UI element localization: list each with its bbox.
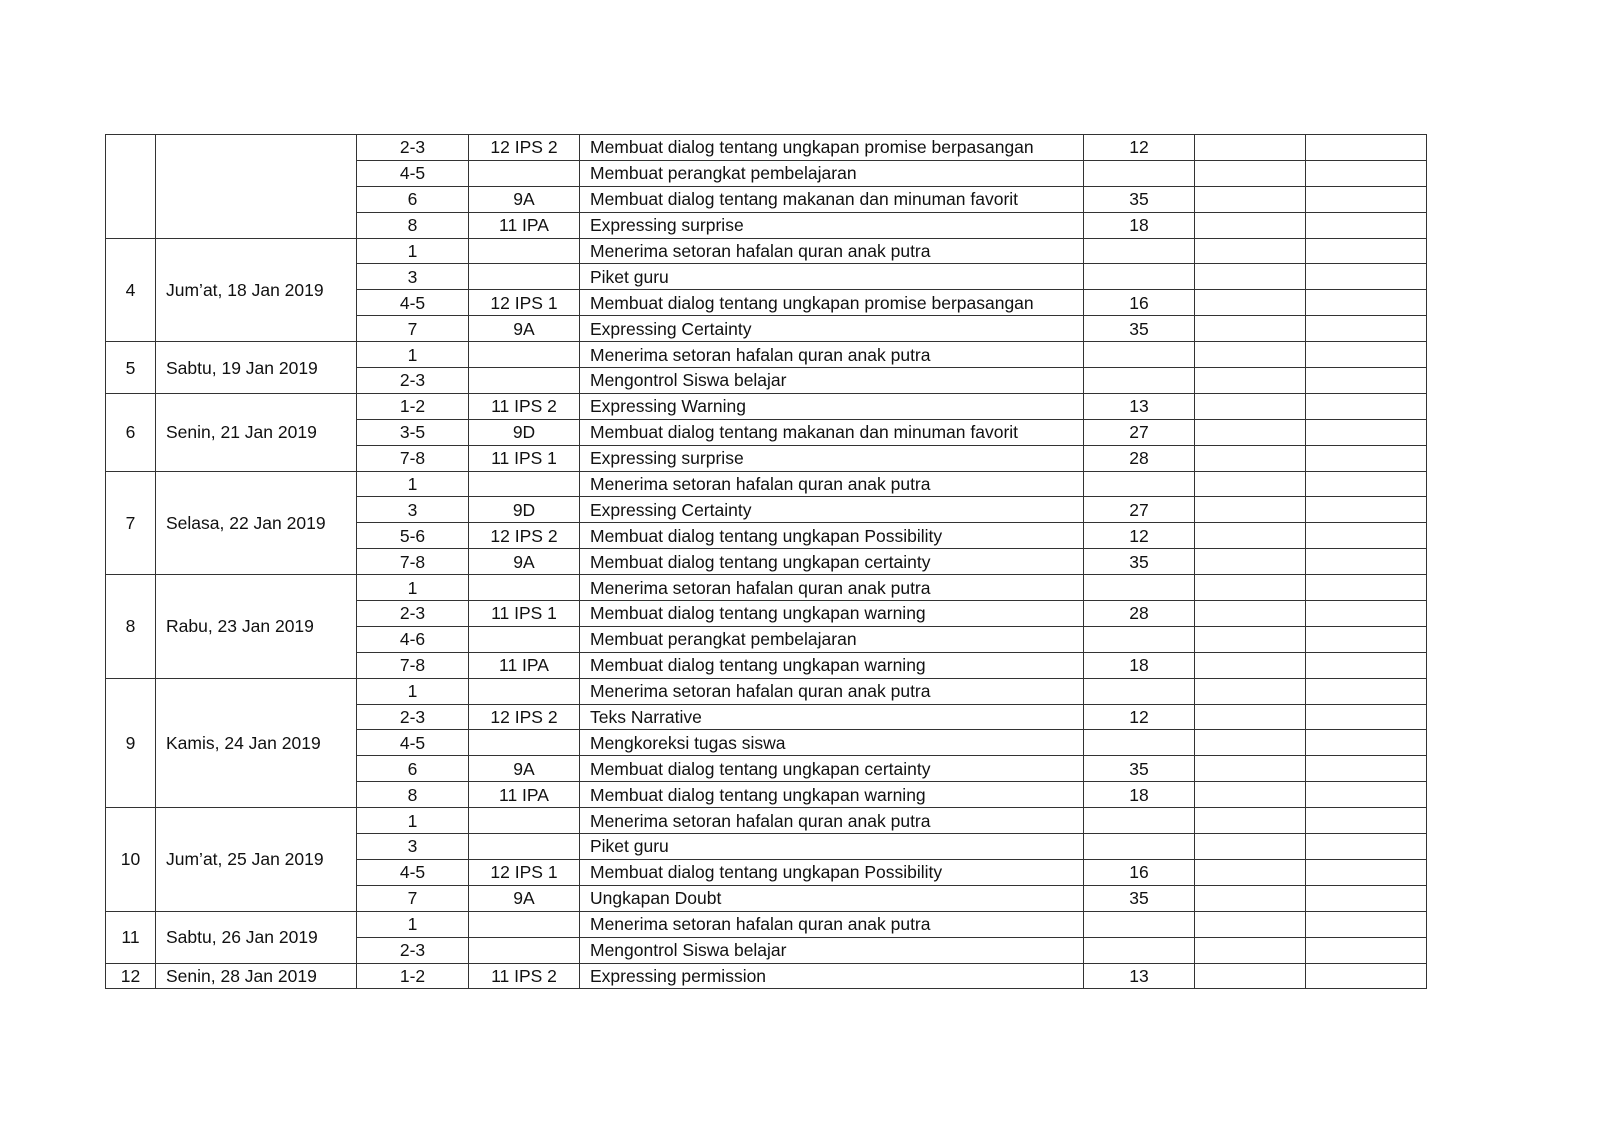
activity-cell: Expressing surprise xyxy=(580,212,1084,238)
empty-cell xyxy=(1195,601,1306,627)
date-cell: Jum’at, 18 Jan 2019 xyxy=(156,238,357,342)
activity-cell: Membuat dialog tentang ungkapan certainty xyxy=(580,756,1084,782)
count-cell: 27 xyxy=(1084,419,1195,445)
empty-cell xyxy=(1306,316,1427,342)
class-cell: 9D xyxy=(469,419,580,445)
table-row xyxy=(106,678,1427,704)
count-cell: 28 xyxy=(1084,601,1195,627)
count-cell: 18 xyxy=(1084,652,1195,678)
class-cell xyxy=(469,911,580,937)
class-cell xyxy=(469,471,580,497)
class-cell xyxy=(469,937,580,963)
date-cell: Selasa, 22 Jan 2019 xyxy=(156,471,357,575)
activity-cell: Menerima setoran hafalan quran anak putra xyxy=(580,342,1084,368)
count-cell xyxy=(1084,911,1195,937)
activity-cell: Expressing permission xyxy=(580,963,1084,989)
empty-cell xyxy=(1195,290,1306,316)
period-cell: 3 xyxy=(357,834,469,860)
period-cell: 6 xyxy=(357,756,469,782)
activity-cell: Membuat dialog tentang ungkapan promise berpasangan xyxy=(580,135,1084,161)
number-cell: 12 xyxy=(106,963,156,989)
empty-cell xyxy=(1306,834,1427,860)
period-cell: 7 xyxy=(357,885,469,911)
number-cell: 5 xyxy=(106,342,156,394)
count-cell xyxy=(1084,471,1195,497)
empty-cell xyxy=(1195,937,1306,963)
empty-cell xyxy=(1195,834,1306,860)
period-cell: 7 xyxy=(357,316,469,342)
empty-cell xyxy=(1195,160,1306,186)
table-row xyxy=(106,135,1427,161)
number-cell: 4 xyxy=(106,238,156,342)
empty-cell xyxy=(1306,445,1427,471)
count-cell xyxy=(1084,575,1195,601)
empty-cell xyxy=(1306,626,1427,652)
class-cell: 11 IPS 2 xyxy=(469,393,580,419)
period-cell: 2-3 xyxy=(357,135,469,161)
count-cell: 13 xyxy=(1084,393,1195,419)
class-cell xyxy=(469,575,580,601)
class-cell xyxy=(469,160,580,186)
empty-cell xyxy=(1306,290,1427,316)
activity-cell: Expressing Certainty xyxy=(580,316,1084,342)
count-cell: 35 xyxy=(1084,316,1195,342)
empty-cell xyxy=(1306,678,1427,704)
class-cell: 11 IPS 1 xyxy=(469,601,580,627)
empty-cell xyxy=(1306,782,1427,808)
empty-cell xyxy=(1195,238,1306,264)
number-cell: 10 xyxy=(106,808,156,912)
empty-cell xyxy=(1306,963,1427,989)
count-cell: 35 xyxy=(1084,186,1195,212)
activity-cell: Mengontrol Siswa belajar xyxy=(580,368,1084,394)
empty-cell xyxy=(1306,652,1427,678)
class-cell xyxy=(469,808,580,834)
activity-cell: Expressing Certainty xyxy=(580,497,1084,523)
count-cell xyxy=(1084,264,1195,290)
period-cell: 3-5 xyxy=(357,419,469,445)
empty-cell xyxy=(1306,212,1427,238)
date-cell xyxy=(156,135,357,239)
period-cell: 7-8 xyxy=(357,549,469,575)
count-cell xyxy=(1084,626,1195,652)
activity-cell: Menerima setoran hafalan quran anak putra xyxy=(580,575,1084,601)
empty-cell xyxy=(1306,523,1427,549)
empty-cell xyxy=(1306,419,1427,445)
period-cell: 1-2 xyxy=(357,963,469,989)
count-cell: 16 xyxy=(1084,859,1195,885)
count-cell: 12 xyxy=(1084,135,1195,161)
count-cell xyxy=(1084,937,1195,963)
date-cell: Sabtu, 19 Jan 2019 xyxy=(156,342,357,394)
count-cell: 35 xyxy=(1084,756,1195,782)
activity-cell: Membuat dialog tentang makanan dan minuman favorit xyxy=(580,186,1084,212)
period-cell: 4-6 xyxy=(357,626,469,652)
date-cell: Senin, 21 Jan 2019 xyxy=(156,393,357,471)
period-cell: 1 xyxy=(357,238,469,264)
class-cell: 11 IPS 1 xyxy=(469,445,580,471)
activity-cell: Membuat dialog tentang ungkapan Possibility xyxy=(580,523,1084,549)
period-cell: 1 xyxy=(357,342,469,368)
empty-cell xyxy=(1195,678,1306,704)
count-cell xyxy=(1084,730,1195,756)
count-cell xyxy=(1084,808,1195,834)
empty-cell xyxy=(1306,756,1427,782)
activity-cell: Membuat dialog tentang ungkapan certainty xyxy=(580,549,1084,575)
activity-table xyxy=(105,134,1427,989)
number-cell: 6 xyxy=(106,393,156,471)
empty-cell xyxy=(1195,212,1306,238)
empty-cell xyxy=(1195,264,1306,290)
empty-cell xyxy=(1306,264,1427,290)
empty-cell xyxy=(1306,186,1427,212)
activity-cell: Menerima setoran hafalan quran anak putra xyxy=(580,678,1084,704)
count-cell: 35 xyxy=(1084,885,1195,911)
empty-cell xyxy=(1195,135,1306,161)
class-cell xyxy=(469,730,580,756)
class-cell xyxy=(469,264,580,290)
period-cell: 2-3 xyxy=(357,368,469,394)
empty-cell xyxy=(1195,497,1306,523)
period-cell: 4-5 xyxy=(357,160,469,186)
empty-cell xyxy=(1195,575,1306,601)
period-cell: 5-6 xyxy=(357,523,469,549)
activity-cell: Membuat perangkat pembelajaran xyxy=(580,160,1084,186)
empty-cell xyxy=(1195,316,1306,342)
activity-cell: Ungkapan Doubt xyxy=(580,885,1084,911)
period-cell: 8 xyxy=(357,782,469,808)
empty-cell xyxy=(1195,782,1306,808)
empty-cell xyxy=(1306,911,1427,937)
date-cell: Kamis, 24 Jan 2019 xyxy=(156,678,357,807)
period-cell: 7-8 xyxy=(357,445,469,471)
count-cell: 28 xyxy=(1084,445,1195,471)
period-cell: 3 xyxy=(357,264,469,290)
number-cell xyxy=(106,135,156,239)
period-cell: 4-5 xyxy=(357,290,469,316)
table-row xyxy=(106,238,1427,264)
activity-cell: Piket guru xyxy=(580,264,1084,290)
empty-cell xyxy=(1306,601,1427,627)
count-cell: 18 xyxy=(1084,782,1195,808)
count-cell xyxy=(1084,342,1195,368)
activity-cell: Menerima setoran hafalan quran anak putra xyxy=(580,911,1084,937)
class-cell xyxy=(469,238,580,264)
empty-cell xyxy=(1306,808,1427,834)
period-cell: 1 xyxy=(357,471,469,497)
activity-cell: Mengkoreksi tugas siswa xyxy=(580,730,1084,756)
period-cell: 2-3 xyxy=(357,704,469,730)
empty-cell xyxy=(1306,575,1427,601)
table-row xyxy=(106,393,1427,419)
empty-cell xyxy=(1306,885,1427,911)
class-cell: 9A xyxy=(469,186,580,212)
period-cell: 4-5 xyxy=(357,730,469,756)
table-row xyxy=(106,342,1427,368)
activity-cell: Membuat dialog tentang makanan dan minuman favorit xyxy=(580,419,1084,445)
class-cell xyxy=(469,342,580,368)
count-cell: 35 xyxy=(1084,549,1195,575)
activity-cell: Membuat dialog tentang ungkapan warning xyxy=(580,782,1084,808)
table-row xyxy=(106,575,1427,601)
class-cell: 11 IPA xyxy=(469,652,580,678)
class-cell: 9A xyxy=(469,756,580,782)
number-cell: 7 xyxy=(106,471,156,575)
activity-cell: Piket guru xyxy=(580,834,1084,860)
empty-cell xyxy=(1306,730,1427,756)
empty-cell xyxy=(1306,937,1427,963)
activity-cell: Menerima setoran hafalan quran anak putra xyxy=(580,471,1084,497)
class-cell xyxy=(469,834,580,860)
activity-cell: Menerima setoran hafalan quran anak putra xyxy=(580,238,1084,264)
empty-cell xyxy=(1195,393,1306,419)
activity-cell: Expressing Warning xyxy=(580,393,1084,419)
empty-cell xyxy=(1306,393,1427,419)
activity-cell: Expressing surprise xyxy=(580,445,1084,471)
class-cell: 11 IPA xyxy=(469,782,580,808)
empty-cell xyxy=(1195,342,1306,368)
empty-cell xyxy=(1195,445,1306,471)
date-cell: Senin, 28 Jan 2019 xyxy=(156,963,357,989)
empty-cell xyxy=(1195,756,1306,782)
date-cell: Jum’at, 25 Jan 2019 xyxy=(156,808,357,912)
period-cell: 8 xyxy=(357,212,469,238)
period-cell: 1-2 xyxy=(357,393,469,419)
empty-cell xyxy=(1195,368,1306,394)
activity-cell: Membuat dialog tentang ungkapan Possibility xyxy=(580,859,1084,885)
activity-cell: Teks Narrative xyxy=(580,704,1084,730)
empty-cell xyxy=(1306,238,1427,264)
count-cell: 12 xyxy=(1084,704,1195,730)
activity-cell: Mengontrol Siswa belajar xyxy=(580,937,1084,963)
period-cell: 1 xyxy=(357,678,469,704)
table-row xyxy=(106,808,1427,834)
period-cell: 1 xyxy=(357,808,469,834)
table-row xyxy=(106,471,1427,497)
count-cell xyxy=(1084,834,1195,860)
number-cell: 9 xyxy=(106,678,156,807)
period-cell: 1 xyxy=(357,911,469,937)
count-cell: 16 xyxy=(1084,290,1195,316)
period-cell: 3 xyxy=(357,497,469,523)
count-cell: 12 xyxy=(1084,523,1195,549)
empty-cell xyxy=(1195,549,1306,575)
activity-cell: Menerima setoran hafalan quran anak putra xyxy=(580,808,1084,834)
count-cell: 18 xyxy=(1084,212,1195,238)
class-cell: 9A xyxy=(469,316,580,342)
activity-cell: Membuat dialog tentang ungkapan promise berpasangan xyxy=(580,290,1084,316)
empty-cell xyxy=(1306,549,1427,575)
count-cell xyxy=(1084,368,1195,394)
class-cell: 11 IPA xyxy=(469,212,580,238)
class-cell: 12 IPS 2 xyxy=(469,523,580,549)
empty-cell xyxy=(1195,471,1306,497)
period-cell: 1 xyxy=(357,575,469,601)
activity-cell: Membuat dialog tentang ungkapan warning xyxy=(580,652,1084,678)
count-cell: 13 xyxy=(1084,963,1195,989)
number-cell: 8 xyxy=(106,575,156,679)
empty-cell xyxy=(1195,523,1306,549)
empty-cell xyxy=(1195,652,1306,678)
class-cell xyxy=(469,368,580,394)
empty-cell xyxy=(1306,160,1427,186)
class-cell: 12 IPS 1 xyxy=(469,859,580,885)
count-cell xyxy=(1084,678,1195,704)
period-cell: 4-5 xyxy=(357,859,469,885)
empty-cell xyxy=(1306,135,1427,161)
empty-cell xyxy=(1306,497,1427,523)
date-cell: Sabtu, 26 Jan 2019 xyxy=(156,911,357,963)
class-cell: 12 IPS 1 xyxy=(469,290,580,316)
class-cell: 11 IPS 2 xyxy=(469,963,580,989)
empty-cell xyxy=(1195,808,1306,834)
empty-cell xyxy=(1195,730,1306,756)
period-cell: 2-3 xyxy=(357,601,469,627)
empty-cell xyxy=(1306,342,1427,368)
class-cell: 9D xyxy=(469,497,580,523)
activity-cell: Membuat dialog tentang ungkapan warning xyxy=(580,601,1084,627)
activity-cell: Membuat perangkat pembelajaran xyxy=(580,626,1084,652)
count-cell xyxy=(1084,160,1195,186)
empty-cell xyxy=(1195,911,1306,937)
class-cell: 12 IPS 2 xyxy=(469,135,580,161)
empty-cell xyxy=(1195,963,1306,989)
table-row xyxy=(106,911,1427,937)
period-cell: 7-8 xyxy=(357,652,469,678)
empty-cell xyxy=(1195,704,1306,730)
class-cell: 9A xyxy=(469,885,580,911)
empty-cell xyxy=(1306,368,1427,394)
number-cell: 11 xyxy=(106,911,156,963)
period-cell: 2-3 xyxy=(357,937,469,963)
date-cell: Rabu, 23 Jan 2019 xyxy=(156,575,357,679)
empty-cell xyxy=(1306,859,1427,885)
empty-cell xyxy=(1195,186,1306,212)
class-cell xyxy=(469,626,580,652)
empty-cell xyxy=(1306,704,1427,730)
count-cell xyxy=(1084,238,1195,264)
period-cell: 6 xyxy=(357,186,469,212)
empty-cell xyxy=(1306,471,1427,497)
empty-cell xyxy=(1195,419,1306,445)
empty-cell xyxy=(1195,626,1306,652)
empty-cell xyxy=(1195,859,1306,885)
class-cell xyxy=(469,678,580,704)
count-cell: 27 xyxy=(1084,497,1195,523)
class-cell: 9A xyxy=(469,549,580,575)
empty-cell xyxy=(1195,885,1306,911)
table-row xyxy=(106,963,1427,989)
class-cell: 12 IPS 2 xyxy=(469,704,580,730)
